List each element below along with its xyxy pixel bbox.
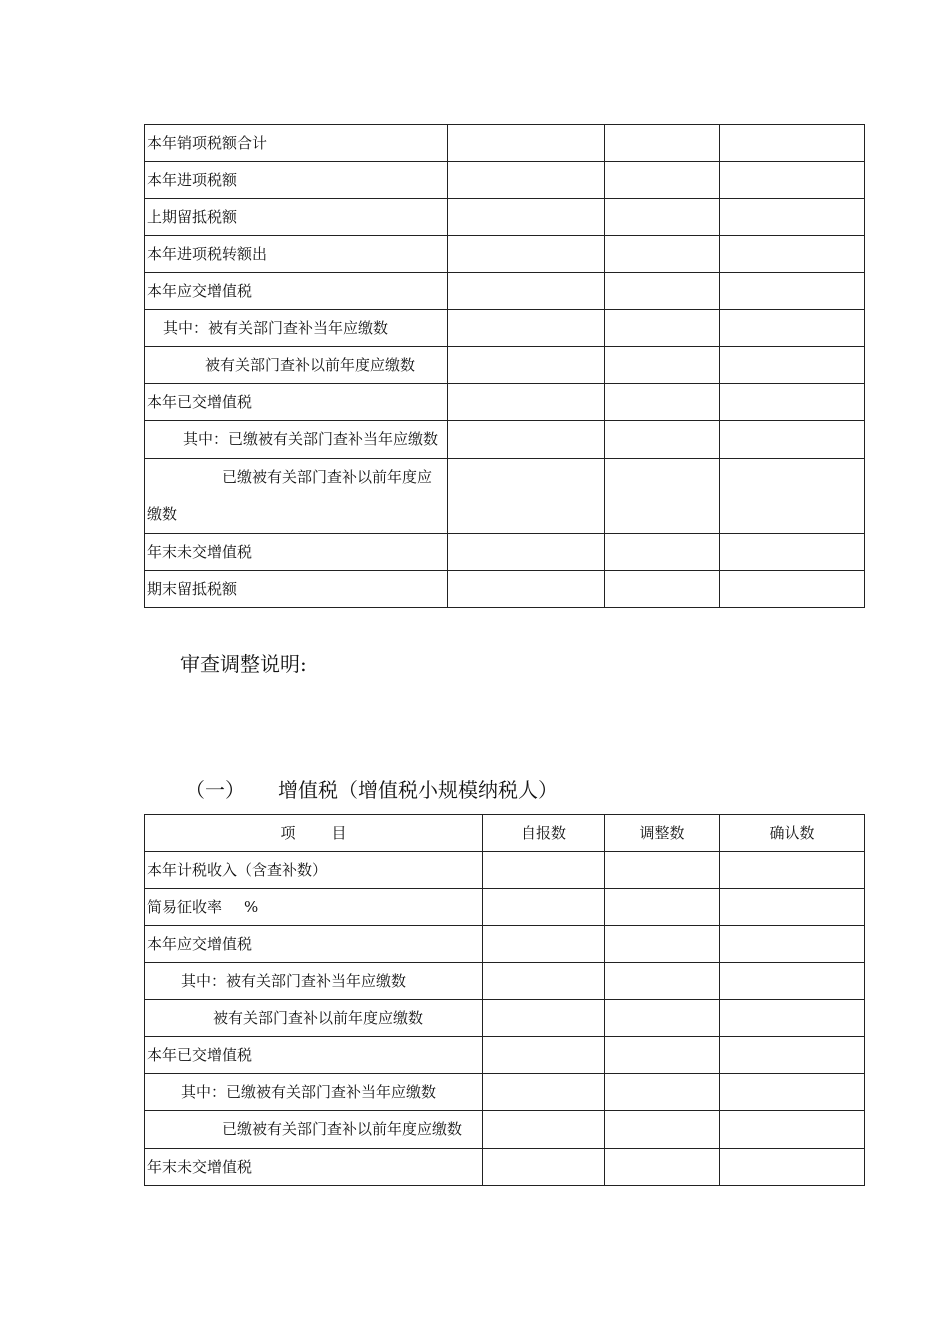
cell-adjustment[interactable]	[605, 162, 720, 199]
table-row	[145, 125, 865, 162]
cell-adjustment[interactable]	[605, 384, 720, 421]
header-confirmed: 确认数	[720, 815, 865, 852]
row-label: 本年已交增值税	[145, 1037, 483, 1074]
section-heading	[185, 776, 558, 804]
cell-confirmed[interactable]	[720, 199, 865, 236]
cell-adjustment[interactable]	[605, 963, 720, 1000]
cell-confirmed[interactable]	[720, 347, 865, 384]
row-label: 本年进项税额	[145, 162, 448, 199]
cell-confirmed[interactable]	[720, 852, 865, 889]
cell-self-reported[interactable]	[483, 1000, 605, 1037]
header-item-b: 目	[331, 824, 347, 842]
cell-self-reported[interactable]	[448, 534, 605, 571]
row-label: 本年应交增值税	[145, 926, 483, 963]
table-row	[145, 852, 865, 889]
cell-adjustment[interactable]	[605, 1037, 720, 1074]
cell-confirmed[interactable]	[720, 421, 865, 459]
row-label: 已缴被有关部门查补以前年度应缴数	[145, 459, 448, 534]
section-number: （一）	[185, 778, 245, 802]
row-label: 被有关部门查补以前年度应缴数	[145, 347, 448, 384]
cell-self-reported[interactable]	[448, 236, 605, 273]
table-row	[145, 1111, 865, 1149]
table-row	[145, 1037, 865, 1074]
cell-confirmed[interactable]	[720, 236, 865, 273]
row-label: 本年计税收入（含查补数）	[145, 852, 483, 889]
table-row	[145, 459, 865, 534]
table-row	[145, 1149, 865, 1186]
cell-confirmed[interactable]	[720, 889, 865, 926]
cell-adjustment[interactable]	[605, 534, 720, 571]
cell-self-reported[interactable]	[448, 125, 605, 162]
cell-adjustment[interactable]	[605, 459, 720, 534]
cell-confirmed[interactable]	[720, 162, 865, 199]
cell-self-reported[interactable]	[483, 889, 605, 926]
cell-self-reported[interactable]	[448, 199, 605, 236]
cell-confirmed[interactable]	[720, 963, 865, 1000]
row-label: 其中：已缴被有关部门查补当年应缴数	[145, 421, 448, 459]
table-row	[145, 199, 865, 236]
cell-adjustment[interactable]	[605, 1149, 720, 1186]
cell-self-reported[interactable]	[448, 571, 605, 608]
cell-self-reported[interactable]	[483, 1149, 605, 1186]
row-label: 上期留抵税额	[145, 199, 448, 236]
cell-adjustment[interactable]	[605, 1074, 720, 1111]
cell-self-reported[interactable]	[448, 347, 605, 384]
vat-general-table	[144, 124, 865, 608]
cell-confirmed[interactable]	[720, 534, 865, 571]
table-row	[145, 963, 865, 1000]
row-label: 本年进项税转额出	[145, 236, 448, 273]
cell-confirmed[interactable]	[720, 273, 865, 310]
vat-small-scale-table	[144, 814, 865, 1186]
header-self-reported: 自报数	[483, 815, 605, 852]
table-row	[145, 310, 865, 347]
cell-confirmed[interactable]	[720, 1037, 865, 1074]
row-label: 本年应交增值税	[145, 273, 448, 310]
cell-self-reported[interactable]	[483, 963, 605, 1000]
cell-confirmed[interactable]	[720, 571, 865, 608]
cell-confirmed[interactable]	[720, 1111, 865, 1149]
cell-confirmed[interactable]	[720, 384, 865, 421]
table-row	[145, 421, 865, 459]
cell-self-reported[interactable]	[483, 1111, 605, 1149]
row-label-rate	[145, 889, 483, 926]
table-row	[145, 236, 865, 273]
cell-confirmed[interactable]	[720, 1149, 865, 1186]
cell-confirmed[interactable]	[720, 1074, 865, 1111]
cell-adjustment[interactable]	[605, 889, 720, 926]
cell-self-reported[interactable]	[448, 384, 605, 421]
row-label: 其中：被有关部门查补当年应缴数	[145, 310, 448, 347]
cell-adjustment[interactable]	[605, 310, 720, 347]
cell-adjustment[interactable]	[605, 125, 720, 162]
cell-confirmed[interactable]	[720, 926, 865, 963]
cell-adjustment[interactable]	[605, 273, 720, 310]
cell-self-reported[interactable]	[483, 1074, 605, 1111]
row-label: 被有关部门查补以前年度应缴数	[145, 1000, 483, 1037]
header-item-a: 项	[280, 824, 296, 842]
cell-self-reported[interactable]	[448, 310, 605, 347]
cell-confirmed[interactable]	[720, 310, 865, 347]
rate-label: 简易征收率	[147, 898, 223, 916]
table-row	[145, 889, 865, 926]
cell-adjustment[interactable]	[605, 852, 720, 889]
cell-adjustment[interactable]	[605, 571, 720, 608]
cell-self-reported[interactable]	[483, 1037, 605, 1074]
cell-self-reported[interactable]	[448, 459, 605, 534]
table-row	[145, 1000, 865, 1037]
cell-self-reported[interactable]	[448, 421, 605, 459]
row-label: 年末未交增值税	[145, 534, 448, 571]
row-label: 期末留抵税额	[145, 571, 448, 608]
percent-sign: %	[244, 898, 259, 916]
table-row	[145, 384, 865, 421]
table-row	[145, 273, 865, 310]
cell-self-reported[interactable]	[448, 162, 605, 199]
cell-adjustment[interactable]	[605, 236, 720, 273]
cell-adjustment[interactable]	[605, 1111, 720, 1149]
cell-adjustment[interactable]	[605, 1000, 720, 1037]
table-row	[145, 1074, 865, 1111]
cell-adjustment[interactable]	[605, 347, 720, 384]
table-row	[145, 347, 865, 384]
table-row	[145, 162, 865, 199]
table-row	[145, 926, 865, 963]
header-adjustment: 调整数	[605, 815, 720, 852]
cell-adjustment[interactable]	[605, 199, 720, 236]
cell-confirmed[interactable]	[720, 125, 865, 162]
row-label: 其中：被有关部门查补当年应缴数	[145, 963, 483, 1000]
row-label: 本年已交增值税	[145, 384, 448, 421]
table-header-row	[145, 815, 865, 852]
row-label: 其中：已缴被有关部门查补当年应缴数	[145, 1074, 483, 1111]
table-row	[145, 534, 865, 571]
row-label: 年末未交增值税	[145, 1149, 483, 1186]
cell-self-reported[interactable]	[483, 852, 605, 889]
section-title-text: 增值税（增值税小规模纳税人）	[278, 778, 558, 802]
cell-adjustment[interactable]	[605, 926, 720, 963]
cell-self-reported[interactable]	[448, 273, 605, 310]
review-adjustment-note: 审查调整说明:	[180, 652, 307, 676]
row-label: 本年销项税额合计	[145, 125, 448, 162]
cell-adjustment[interactable]	[605, 421, 720, 459]
row-label: 已缴被有关部门查补以前年度应缴数	[145, 1111, 483, 1149]
header-item	[145, 815, 483, 852]
cell-self-reported[interactable]	[483, 926, 605, 963]
cell-confirmed[interactable]	[720, 459, 865, 534]
cell-confirmed[interactable]	[720, 1000, 865, 1037]
table-row	[145, 571, 865, 608]
